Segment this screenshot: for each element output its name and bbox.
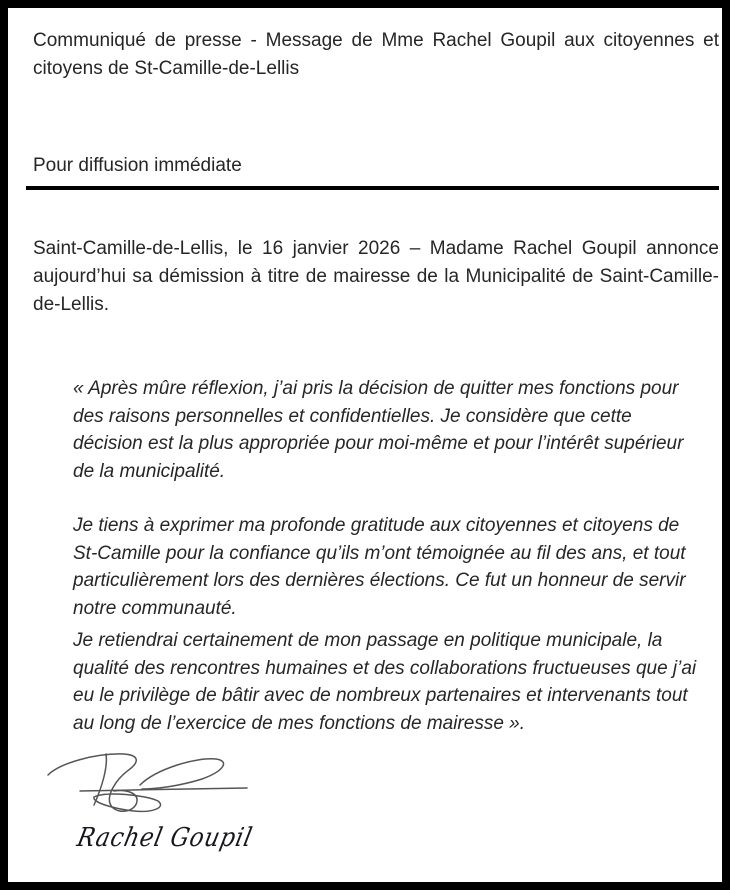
- press-release-page: [8, 8, 722, 882]
- dateline-paragraph: Saint-Camille-de-Lellis, le 16 janvier 2026 – Madame Rachel Goupil annonce aujourd’hui sa démission à titre de mairesse de la Municipalité de Saint-Camille-de-Lellis.: [33, 238, 719, 315]
- quote-paragraph-3: Je retiendrai certainement de mon passage en politique municipale, la qualité des rencontres humaines et des collaborations fructueuses que j’ai eu le privilège de bâtir avec de nombreux partenaires et intervenants tout au long de l’exercice de mes fonctions de mairesse ».: [73, 630, 697, 734]
- quote-paragraph-2: Je tiens à exprimer ma profonde gratitude aux citoyennes et citoyens de St-Camille pour la confiance qu’ils m’ont témoignée au fil des ans, et tout particulièrement lors des dernières élections. Ce fut un honneur de servir notre communauté.: [73, 515, 686, 619]
- signature-name: Rachel Goupil: [74, 823, 256, 853]
- divider-rule: [26, 186, 719, 190]
- press-release-title: Communiqué de presse - Message de Mme Rachel Goupil aux citoyennes et citoyens de St-Camille-de-Lellis: [33, 30, 719, 79]
- signature-block: [46, 753, 719, 855]
- quote-paragraph-1: « Après mûre réflexion, j’ai pris la décision de quitter mes fonctions pour des raisons personnelles et confidentielles. Je considère que cette décision est la plus appropriée pour moi-même et pour l’intérêt supérieur de la municipalité.: [73, 378, 684, 482]
- quote-block: [73, 375, 703, 737]
- release-line: Pour diffusion immédiate: [33, 155, 242, 176]
- signature-scrawl-icon: [46, 753, 261, 817]
